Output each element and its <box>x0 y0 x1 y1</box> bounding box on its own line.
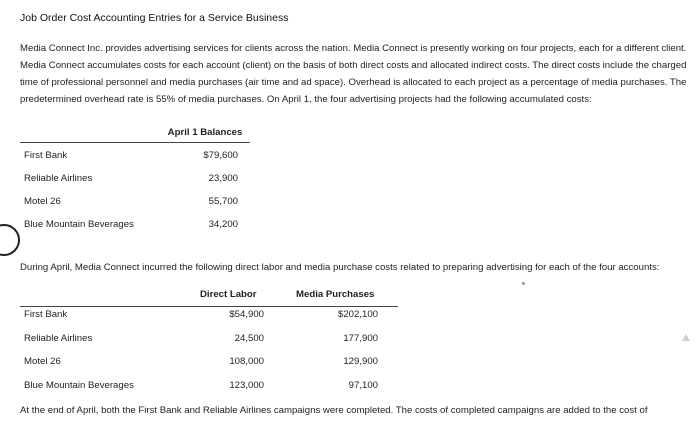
direct-labor-value: 24,500 <box>234 333 264 344</box>
direct-labor-value: 108,000 <box>229 356 264 367</box>
direct-labor-header: Direct Labor <box>200 289 257 300</box>
client-name: First Bank <box>24 150 68 161</box>
client-name: Reliable Airlines <box>24 173 93 184</box>
table-row <box>24 356 378 370</box>
scroll-up-arrow-icon[interactable] <box>682 334 690 341</box>
direct-labor-value: 123,000 <box>229 380 264 391</box>
client-name: First Bank <box>24 309 68 320</box>
balance-value: 23,900 <box>208 173 238 184</box>
media-purchases-value: 177,900 <box>343 333 378 344</box>
media-purchases-header: Media Purchases <box>296 289 375 300</box>
april-costs-intro: During April, Media Connect incurred the following direct labor and media purchase costs related to preparing advertising for each of the four accounts: <box>20 262 660 273</box>
media-purchases-value: 97,100 <box>348 380 378 391</box>
client-name: Reliable Airlines <box>24 333 93 344</box>
stray-dot <box>522 282 525 285</box>
media-purchases-value: $202,100 <box>337 309 378 320</box>
balance-value: $79,600 <box>203 150 238 161</box>
client-name: Motel 26 <box>24 196 61 207</box>
problem-paragraph: Media Connect Inc. provides advertising services for clients across the nation. Media Connect is presently working on four projects, each for a different client. Media Connect accumulates costs for each account (client) on the basis of both direct costs and allocated indirect costs. The direct costs include the charged time of professional personnel and media purchases (air time and ad space). Overhead is allocated to each project as a percentage of media purchases. The predetermined overhead rate is 55% of media purchases. On April 1, the four advertising projects had the following accumulated costs: <box>20 43 687 105</box>
balances-table-header: April 1 Balances <box>167 127 243 138</box>
table-row <box>24 309 378 323</box>
balance-value: 34,200 <box>208 219 238 230</box>
costs-table-rule <box>20 306 398 307</box>
balance-value: 55,700 <box>208 196 238 207</box>
page-title: Job Order Cost Accounting Entries for a Service Business <box>20 12 289 24</box>
client-name: Blue Mountain Beverages <box>24 219 134 230</box>
circle-marker-icon <box>0 224 20 256</box>
client-name: Motel 26 <box>24 356 61 367</box>
table-row <box>24 150 238 164</box>
completion-note: At the end of April, both the First Bank and Reliable Airlines campaigns were completed. The costs of completed campaigns are added to the cost of <box>20 405 648 416</box>
table-row <box>24 380 378 394</box>
table-row <box>24 173 238 187</box>
media-purchases-value: 129,900 <box>343 356 378 367</box>
client-name: Blue Mountain Beverages <box>24 380 134 391</box>
table-row <box>24 196 238 210</box>
balances-table-rule <box>20 142 250 143</box>
table-row <box>24 219 238 233</box>
table-row <box>24 333 378 347</box>
direct-labor-value: $54,900 <box>229 309 264 320</box>
